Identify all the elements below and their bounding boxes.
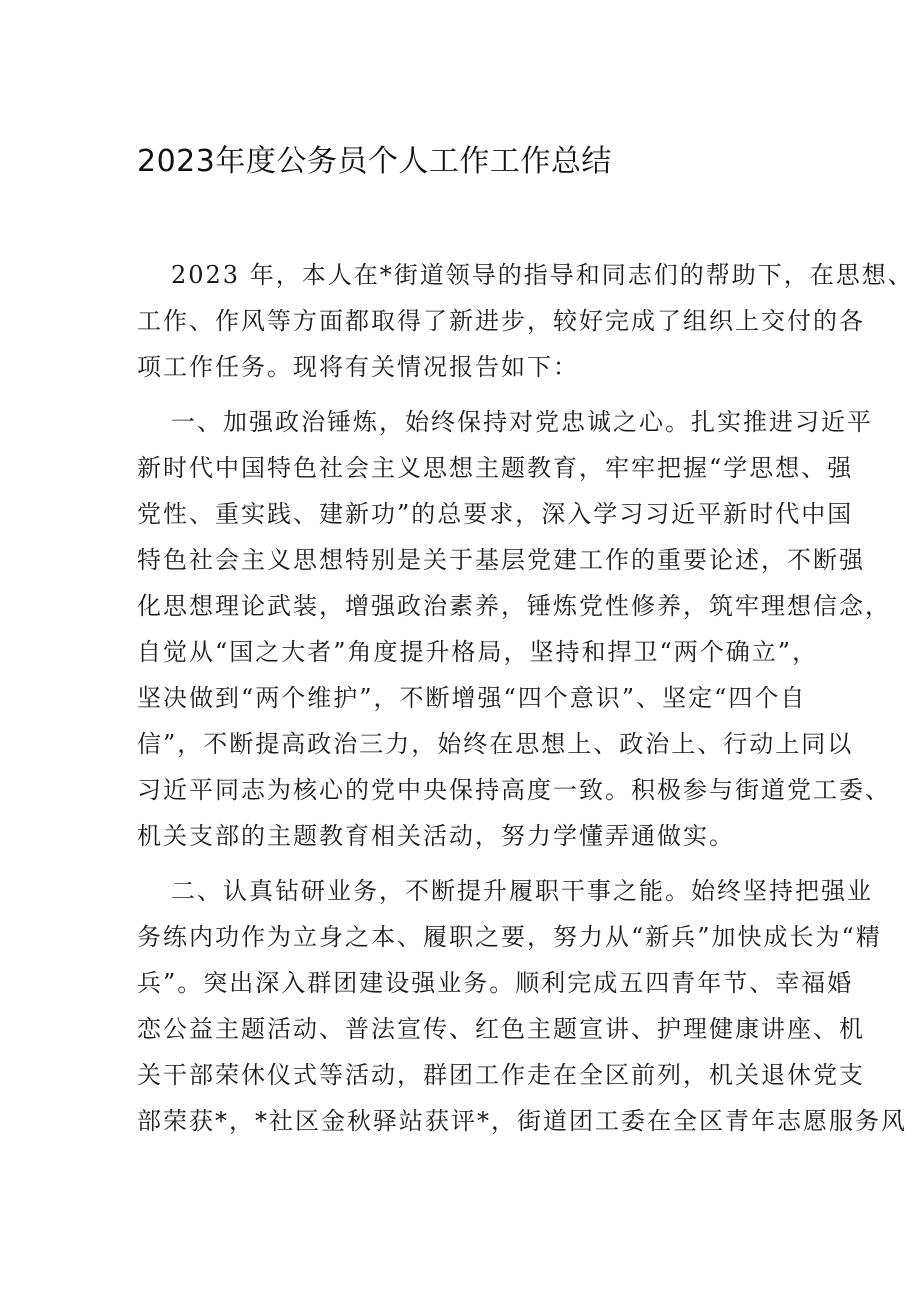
paragraph-business	[137, 868, 907, 1144]
text-line: 2023 年，本人在*街道领导的指导和同志们的帮助下，在思想、	[171, 261, 914, 289]
text-line: 习近平同志为核心的党中央保持高度一致。积极参与街道党工委、	[137, 776, 891, 804]
document-body	[137, 252, 914, 1153]
text-line: 化思想理论武装，增强政治素养，锤炼党性修养，筑牢理想信念，	[137, 592, 891, 620]
text-line: 关干部荣休仪式等活动，群团工作走在全区前列，机关退休党支	[137, 1061, 865, 1089]
text-line: 机关支部的主题教育相关活动，努力学懂弄通做实。	[137, 822, 735, 850]
text-line: 党性、重实践、建新功”的总要求，深入学习习近平新时代中国	[137, 500, 854, 528]
text-line: 二、认真钻研业务，不断提升履职干事之能。始终坚持把强业	[171, 877, 873, 905]
text-line: 一、加强政治锤炼，始终保持对党忠诚之心。扎实推进习近平	[171, 408, 873, 436]
text-line: 部荣获*，*社区金秋驿站获评*，街道团工委在全区青年志愿服务风	[137, 1107, 907, 1135]
text-line: 务练内功作为立身之本、履职之要，努力从“新兵”加快成长为“精	[137, 923, 882, 951]
text-line: 自觉从“国之大者”角度提升格局，坚持和捍卫“两个确立”，	[137, 638, 819, 666]
paragraph-intro	[137, 252, 914, 390]
text-line: 坚决做到“两个维护”，不断增强“四个意识”、坚定“四个自	[137, 684, 807, 712]
text-line: 恋公益主题活动、普法宣传、红色主题宣讲、护理健康讲座、机	[137, 1015, 865, 1043]
paragraph-political	[137, 399, 891, 859]
text-line: 兵”。突出深入群团建设强业务。顺利完成五四青年节、幸福婚	[137, 969, 854, 997]
text-line: 特色社会主义思想特别是关于基层党建工作的重要论述，不断强	[137, 546, 865, 574]
text-line: 项工作任务。现将有关情况报告如下：	[137, 353, 579, 381]
document-title: 2023年度公务员个人工作工作总结	[137, 144, 612, 179]
text-line: 新时代中国特色社会主义思想主题教育，牢牢把握“学思想、强	[137, 454, 854, 482]
text-line: 工作、作风等方面都取得了新进步，较好完成了组织上交付的各	[137, 307, 865, 335]
text-line: 信”，不断提高政治三力，始终在思想上、政治上、行动上同以	[137, 730, 854, 758]
